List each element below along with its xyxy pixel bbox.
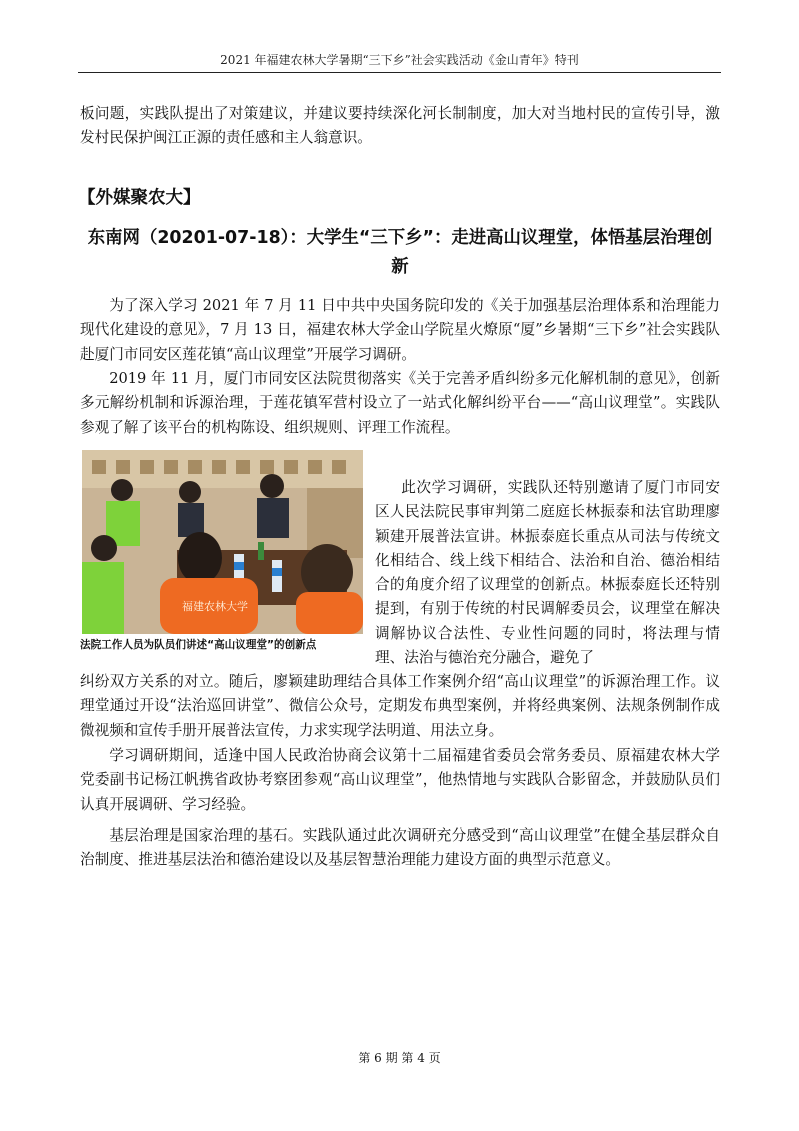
article-paragraph-3: 学习调研期间，适逢中国人民政治协商会议第十二届福建省委员会常务委员、原福建农林大学党委副书记杨江帆携省政协考察团参观“高山议理堂”，他热情地与实践队合影留念，并鼓励队员们认真开展调研、学习经验。: [80, 747, 720, 813]
article-paragraph-continued: 纠纷双方关系的对立。随后，廖颖建助理结合具体工作案例介绍“高山议理堂”的诉源治理工作。议理堂通过开设“法治巡回讲堂”、微信公众号，定期发布典型案例，并将经典案例、法规条例制作成微视频和宣传手册开展普法宣传，力求实现学法明道、用法立身。: [80, 673, 720, 739]
section-heading: 【外媒聚农大】: [78, 188, 201, 208]
article-paragraph-1: 为了深入学习 2021 年 7 月 11 日中共中央国务院印发的《关于加强基层治理体系和治理能力现代化建设的意见》，7 月 13 日，福建农林大学金山学院星火燎原“厦”乡暑期“三下乡”社会实践队赴厦门市同安区莲花镇“高山议理堂”开展学习调研。: [80, 297, 720, 363]
article-paragraph-wrapped: 此次学习调研，实践队还特别邀请了厦门市同安区人民法院民事审判第二庭庭长林振泰和法官助理廖颖建开展普法宣讲。林振泰庭长重点从司法与传统文化相结合、线上线下相结合、法治和自治、德治相结合的角度介绍了议理堂的创新点。林振泰庭长还特别提到，有别于传统的村民调解委员会，议理堂在解决调解协议合法性、专业性问题的同时，将法理与情理、法治与德治充分融合，避免了: [375, 479, 720, 667]
article-paragraph-2: 2019 年 11 月，厦门市同安区法院贯彻落实《关于完善矛盾纠纷多元化解机制的意见》，创新多元解纷机制和诉源治理，于莲花镇军营村设立了一站式化解纠纷平台——“高山议理堂”。实践队参观了解了该平台的机构陈设、组织规则、评理工作流程。: [80, 370, 720, 436]
article-title: 东南网（20201-07-18）：大学生“三下乡”：走进高山议理堂，体悟基层治理创新: [87, 228, 713, 277]
intro-paragraph: 板问题，实践队提出了对策建议，并建议要持续深化河长制制度，加大对当地村民的宣传引导，激发村民保护闽江正源的责任感和主人翁意识。: [80, 105, 720, 147]
photo-caption: 法院工作人员为队员们讲述“高山议理堂”的创新点: [80, 639, 317, 651]
meeting-photo: [82, 450, 363, 634]
article-paragraph-4: 基层治理是国家治理的基石。实践队通过此次调研充分感受到“高山议理堂”在健全基层群众自治制度、推进基层法治和德治建设以及基层智慧治理能力建设方面的典型示范意义。: [80, 827, 720, 869]
page-header: 2021 年福建农林大学暑期“三下乡”社会实践活动《金山青年》特刊: [78, 50, 721, 73]
page-footer: 第 6 期 第 4 页: [358, 1051, 441, 1065]
shirt-text: 福建农林大学: [182, 601, 248, 613]
